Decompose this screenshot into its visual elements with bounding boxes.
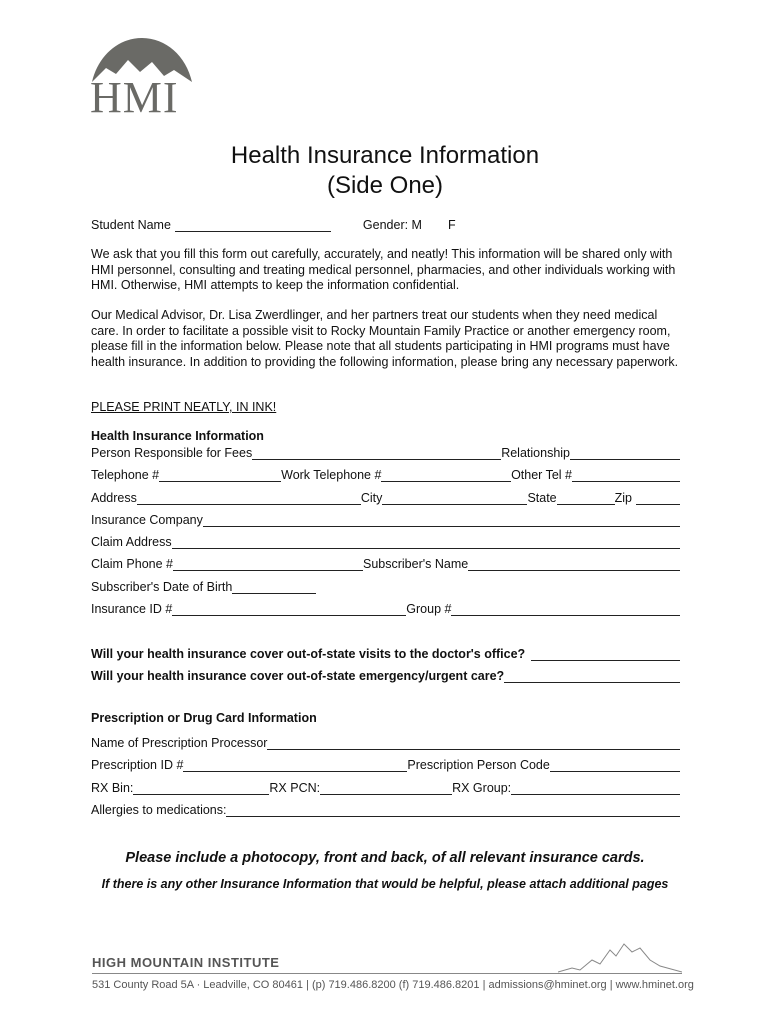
question-emergency-row — [91, 665, 680, 683]
student-name-field[interactable] — [175, 219, 331, 232]
rx-pcn-label: RX PCN: — [269, 781, 321, 795]
other-tel-field[interactable] — [572, 469, 680, 482]
question-doctor-field[interactable] — [531, 648, 680, 661]
processor-row — [91, 732, 680, 750]
allergies-field[interactable] — [226, 804, 680, 817]
medical-advisor-paragraph: Our Medical Advisor, Dr. Lisa Zwerdlinger, and her partners treat our students when they need medical care. In order to facilitate a possible visit to Rocky Mountain Family Practice or another emergency room, please fill in the information below. Please note that all students participating in HMI programs must have health insurance. In addition to providing the following information, please bring any necessary paperwork. — [91, 308, 679, 369]
prescription-heading: Prescription or Drug Card Information — [91, 711, 317, 725]
claim-phone-field[interactable] — [173, 558, 363, 571]
footer-institute-name: HIGH MOUNTAIN INSTITUTE — [92, 955, 280, 970]
prescription-id-label: Prescription ID # — [91, 758, 184, 772]
person-code-field[interactable] — [550, 759, 680, 772]
claim-phone-row — [91, 553, 680, 571]
person-code-label: Prescription Person Code — [407, 758, 550, 772]
work-telephone-field[interactable] — [381, 469, 511, 482]
gender-label[interactable]: Gender: M — [362, 218, 422, 232]
subscriber-name-field[interactable] — [468, 558, 680, 571]
state-field[interactable] — [557, 492, 615, 505]
page-subtitle: (Side One) — [326, 172, 444, 199]
prescription-id-field[interactable] — [183, 759, 407, 772]
subscriber-dob-label: Subscriber's Date of Birth — [91, 580, 233, 594]
print-note: PLEASE PRINT NEATLY, IN INK! — [91, 400, 277, 414]
processor-field[interactable] — [267, 737, 680, 750]
city-field[interactable] — [382, 492, 527, 505]
footer-address: 531 County Road 5A · Leadville, CO 80461 | (p) 719.486.8200 (f) 719.486.8201 | admissions@hminet.org | www.hminet.org — [92, 979, 694, 991]
rx-bin-field[interactable] — [133, 782, 269, 795]
allergies-label: Allergies to medications: — [91, 803, 227, 817]
allergies-row — [91, 799, 680, 817]
footer-divider — [92, 973, 682, 974]
prescription-id-row — [91, 754, 680, 772]
student-name-label: Student Name — [91, 218, 171, 232]
processor-label: Name of Prescription Processor — [91, 736, 268, 750]
city-label: City — [360, 491, 383, 505]
claim-address-label: Claim Address — [91, 535, 172, 549]
insurance-company-label: Insurance Company — [91, 513, 203, 527]
student-row — [91, 214, 491, 232]
subscriber-name-label: Subscriber's Name — [363, 557, 469, 571]
rx-row — [91, 777, 680, 795]
insurance-id-row — [91, 598, 680, 616]
relationship-field[interactable] — [570, 447, 680, 460]
insurance-id-field[interactable] — [172, 603, 406, 616]
address-label: Address — [91, 491, 137, 505]
claim-address-row — [91, 531, 680, 549]
additional-pages-note: If there is any other Insurance Information that would be helpful, please attach additional pages — [101, 877, 669, 891]
insurance-company-row — [91, 509, 680, 527]
other-tel-label: Other Tel # — [511, 468, 572, 482]
group-label: Group # — [406, 602, 452, 616]
insurance-company-field[interactable] — [203, 514, 680, 527]
question-emergency-field[interactable] — [504, 670, 680, 683]
telephone-row — [91, 464, 680, 482]
telephone-label: Telephone # — [91, 468, 160, 482]
state-label: State — [527, 491, 557, 505]
question-doctor-row — [91, 643, 680, 661]
work-telephone-label: Work Telephone # — [281, 468, 382, 482]
rx-pcn-field[interactable] — [320, 782, 452, 795]
photocopy-note: Please include a photocopy, front and back, of all relevant insurance cards. — [125, 850, 645, 866]
rx-bin-label: RX Bin: — [91, 781, 134, 795]
intro-paragraph: We ask that you fill this form out carefully, accurately, and neatly! This information will be shared only with HMI personnel, consulting and treating medical personnel, pharmacies, and other individuals working with HMI. Otherwise, HMI attempts to keep the information confidential. — [91, 247, 676, 292]
hmi-logo-text: HMI — [90, 73, 179, 122]
insurance-heading: Health Insurance Information — [91, 429, 264, 443]
zip-field[interactable] — [636, 492, 680, 505]
question-emergency-label: Will your health insurance cover out-of-state emergency/urgent care? — [91, 669, 505, 683]
person-responsible-label: Person Responsible for Fees — [91, 446, 253, 460]
rx-group-label: RX Group: — [452, 781, 512, 795]
relationship-label: Relationship — [501, 446, 570, 460]
zip-label: Zip — [614, 491, 632, 505]
page-title: Health Insurance Information — [230, 142, 540, 169]
person-responsible-row — [91, 442, 680, 460]
telephone-field[interactable] — [159, 469, 281, 482]
claim-phone-label: Claim Phone # — [91, 557, 173, 571]
subscriber-dob-field[interactable] — [232, 581, 316, 594]
claim-address-field[interactable] — [172, 536, 680, 549]
address-row — [91, 487, 680, 505]
gender-f-option[interactable]: F — [447, 218, 456, 232]
person-responsible-field[interactable] — [252, 447, 501, 460]
subscriber-dob-row — [91, 576, 680, 594]
question-doctor-label: Will your health insurance cover out-of-state visits to the doctor's office? — [91, 647, 526, 661]
insurance-id-label: Insurance ID # — [91, 602, 173, 616]
footer-mountain-icon — [558, 940, 682, 974]
group-field[interactable] — [451, 603, 680, 616]
rx-group-field[interactable] — [511, 782, 680, 795]
address-field[interactable] — [137, 492, 361, 505]
